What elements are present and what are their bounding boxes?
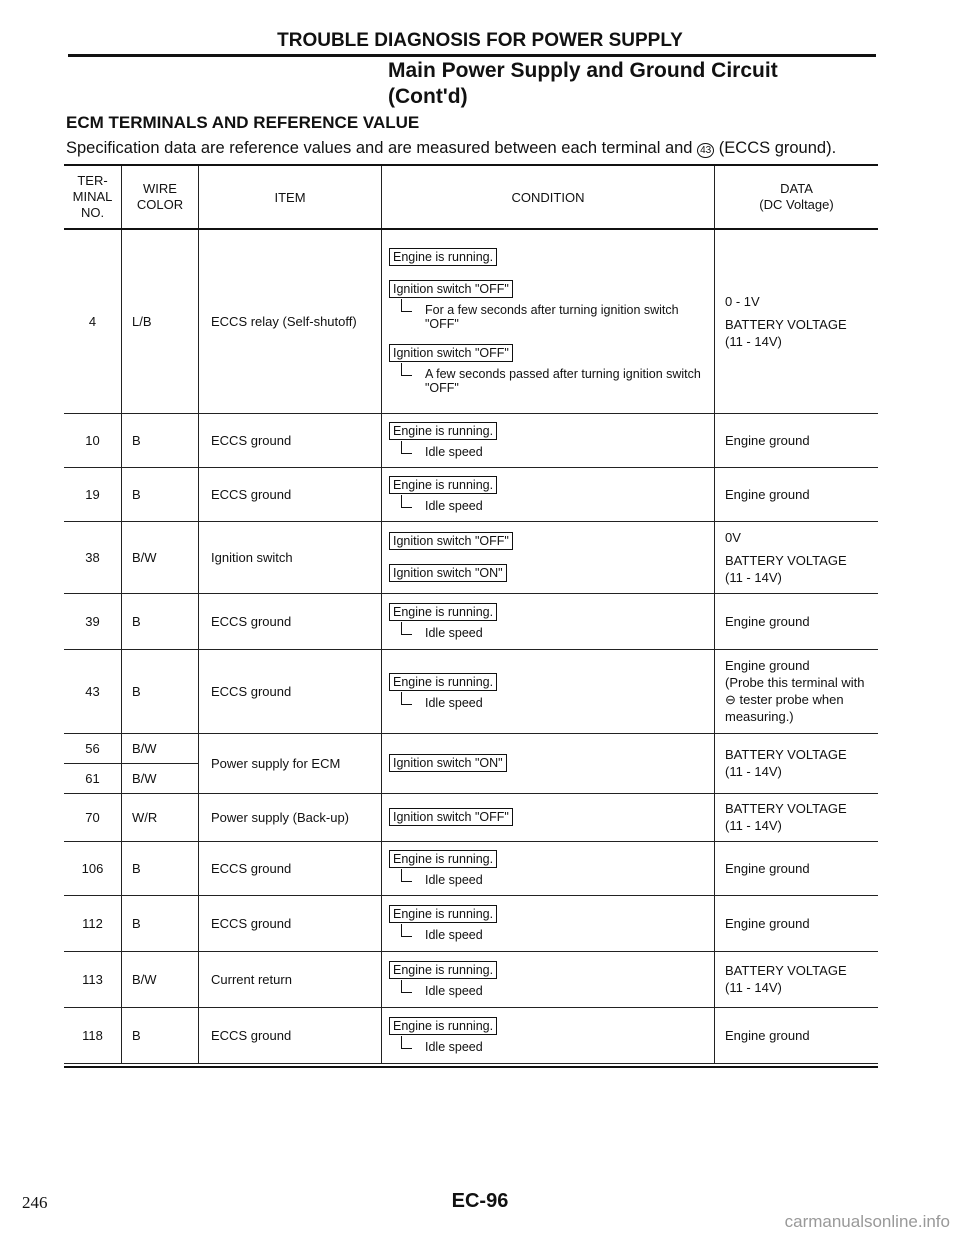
condition-cell [382, 895, 715, 951]
item-name: ECCS ground [199, 467, 382, 521]
item-name: ECCS ground [199, 593, 382, 649]
data-value: BATTERY VOLTAGE (11 - 14V) [725, 316, 847, 349]
item-name: ECCS ground [199, 1007, 382, 1063]
wire-color: L/B [122, 229, 199, 413]
condition-block [389, 469, 714, 519]
condition-block [389, 596, 714, 646]
wire-color: B [122, 1007, 199, 1063]
condition-block [389, 1010, 714, 1060]
condition-detail: Idle speed [389, 1040, 714, 1054]
condition-box: Engine is running. [389, 961, 497, 979]
condition-block [389, 273, 714, 337]
condition-box: Engine is running. [389, 673, 497, 691]
section-code: EC-96 [451, 1190, 509, 1212]
item-name: ECCS ground [199, 649, 382, 733]
wire-color: B [122, 841, 199, 895]
terminal-no: 19 [64, 467, 122, 521]
col-terminal-header: TER- MINAL NO. [64, 165, 122, 229]
data-value: 0V [725, 529, 741, 545]
data-cell [715, 793, 879, 841]
data-value: Engine ground (Probe this terminal with ⊖ tester probe when measuring.) [725, 658, 865, 724]
condition-box: Engine is running. [389, 905, 497, 923]
table-row [64, 895, 878, 951]
condition-cell [382, 841, 715, 895]
table-row [64, 521, 878, 593]
item-name: Ignition switch [199, 521, 382, 593]
condition-box: Ignition switch "ON" [389, 754, 507, 772]
condition-box: Ignition switch "OFF" [389, 344, 513, 362]
data-cell [715, 733, 879, 793]
condition-block [389, 801, 714, 833]
data-value: Engine ground [725, 860, 810, 876]
condition-block [389, 843, 714, 893]
table-row [64, 951, 878, 1007]
condition-cell [382, 593, 715, 649]
condition-cell [382, 649, 715, 733]
condition-block [389, 337, 714, 401]
data-value: Engine ground [725, 486, 810, 502]
terminal-no: 113 [64, 951, 122, 1007]
condition-block [389, 557, 714, 589]
section-title: ECM TERMINALS AND REFERENCE VALUE [66, 113, 420, 132]
data-value: BATTERY VOLTAGE (11 - 14V) [725, 801, 847, 833]
terminal-no: 10 [64, 413, 122, 467]
wire-color: B/W [122, 733, 199, 763]
data-value: Engine ground [725, 915, 810, 931]
wire-color: W/R [122, 793, 199, 841]
terminal-no: 112 [64, 895, 122, 951]
wire-color: B [122, 593, 199, 649]
subtitle-line-2: (Cont'd) [388, 85, 468, 108]
section-subtitle [388, 58, 778, 110]
condition-cell [382, 413, 715, 467]
condition-box: Engine is running. [389, 603, 497, 621]
condition-box: Engine is running. [389, 422, 497, 440]
condition-block [389, 898, 714, 948]
table-header-row [64, 165, 878, 229]
condition-box: Engine is running. [389, 850, 497, 868]
terminal-no: 70 [64, 793, 122, 841]
condition-block [389, 666, 714, 716]
terminal-no: 118 [64, 1007, 122, 1063]
wire-color: B/W [122, 763, 199, 793]
data-value: Engine ground [725, 1027, 810, 1043]
condition-cell [382, 1007, 715, 1063]
condition-detail: A few seconds passed after turning ignition switch "OFF" [389, 367, 714, 395]
subtitle-line-1: Main Power Supply and Ground Circuit [388, 59, 778, 82]
condition-box: Engine is running. [389, 476, 497, 494]
condition-block [389, 241, 714, 273]
condition-cell [382, 733, 715, 793]
terminal-no: 56 [64, 733, 122, 763]
data-value: BATTERY VOLTAGE (11 - 14V) [725, 747, 847, 779]
data-value: Engine ground [725, 432, 810, 448]
condition-block [389, 415, 714, 465]
terminal-no: 4 [64, 229, 122, 413]
condition-box: Ignition switch "OFF" [389, 280, 513, 298]
header-rule [68, 54, 876, 57]
wire-color: B [122, 649, 199, 733]
data-cell [715, 649, 879, 733]
condition-box: Ignition switch "ON" [389, 564, 507, 582]
data-cell [715, 841, 879, 895]
condition-block [389, 954, 714, 1004]
item-name: ECCS relay (Self-shutoff) [199, 229, 382, 413]
item-name: ECCS ground [199, 895, 382, 951]
spec-text: Specification data are reference values and are measured between each terminal and [66, 139, 693, 157]
table-row [64, 467, 878, 521]
condition-block [389, 747, 714, 779]
terminal-no: 38 [64, 521, 122, 593]
data-value: 0 - 1V [725, 293, 760, 309]
data-cell [715, 467, 879, 521]
table-row [64, 229, 878, 413]
terminal-no: 61 [64, 763, 122, 793]
data-value: Engine ground [725, 613, 810, 629]
condition-box: Engine is running. [389, 1017, 497, 1035]
condition-detail: Idle speed [389, 696, 714, 710]
table-row [64, 733, 878, 763]
condition-detail: Idle speed [389, 873, 714, 887]
spec-note [66, 139, 836, 158]
col-wire-header: WIRE COLOR [122, 165, 199, 229]
col-item-header: ITEM [199, 165, 382, 229]
table-bottom-rule [64, 1066, 878, 1068]
table-row [64, 1007, 878, 1063]
ecm-terminal-table [64, 164, 878, 1064]
item-name: Current return [199, 951, 382, 1007]
table-row [64, 413, 878, 467]
ground-symbol-icon: 43 [697, 143, 714, 158]
condition-box: Engine is running. [389, 248, 497, 266]
data-value: BATTERY VOLTAGE (11 - 14V) [725, 963, 847, 995]
page-header-title: TROUBLE DIAGNOSIS FOR POWER SUPPLY [277, 30, 683, 51]
item-name: Power supply (Back-up) [199, 793, 382, 841]
condition-detail: Idle speed [389, 445, 714, 459]
watermark: carmanualsonline.info [784, 1212, 950, 1231]
wire-color: B [122, 467, 199, 521]
table-row [64, 841, 878, 895]
condition-cell [382, 229, 715, 413]
condition-block [389, 525, 714, 557]
table-row [64, 593, 878, 649]
col-condition-header: CONDITION [382, 165, 715, 229]
data-cell [715, 413, 879, 467]
condition-detail: Idle speed [389, 984, 714, 998]
wire-color: B [122, 895, 199, 951]
data-cell [715, 593, 879, 649]
data-cell [715, 521, 879, 593]
item-name: ECCS ground [199, 413, 382, 467]
table-row [64, 793, 878, 841]
item-name: Power supply for ECM [199, 733, 382, 793]
item-name: ECCS ground [199, 841, 382, 895]
condition-detail: Idle speed [389, 626, 714, 640]
condition-cell [382, 793, 715, 841]
terminal-no: 106 [64, 841, 122, 895]
table-row [64, 649, 878, 733]
spec-text-end: (ECCS ground). [718, 139, 837, 157]
wire-color: B/W [122, 521, 199, 593]
data-cell [715, 895, 879, 951]
data-cell [715, 951, 879, 1007]
data-cell [715, 229, 879, 413]
page-number: 246 [22, 1193, 48, 1212]
table-body [64, 229, 878, 1063]
condition-box: Ignition switch "OFF" [389, 532, 513, 550]
terminal-no: 39 [64, 593, 122, 649]
data-value: BATTERY VOLTAGE (11 - 14V) [725, 552, 847, 585]
condition-detail: For a few seconds after turning ignition switch "OFF" [389, 303, 714, 331]
wire-color: B/W [122, 951, 199, 1007]
condition-cell [382, 951, 715, 1007]
condition-cell [382, 521, 715, 593]
terminal-no: 43 [64, 649, 122, 733]
condition-detail: Idle speed [389, 499, 714, 513]
wire-color: B [122, 413, 199, 467]
condition-cell [382, 467, 715, 521]
col-data-header: DATA (DC Voltage) [715, 165, 879, 229]
condition-detail: Idle speed [389, 928, 714, 942]
data-cell [715, 1007, 879, 1063]
condition-box: Ignition switch "OFF" [389, 808, 513, 826]
